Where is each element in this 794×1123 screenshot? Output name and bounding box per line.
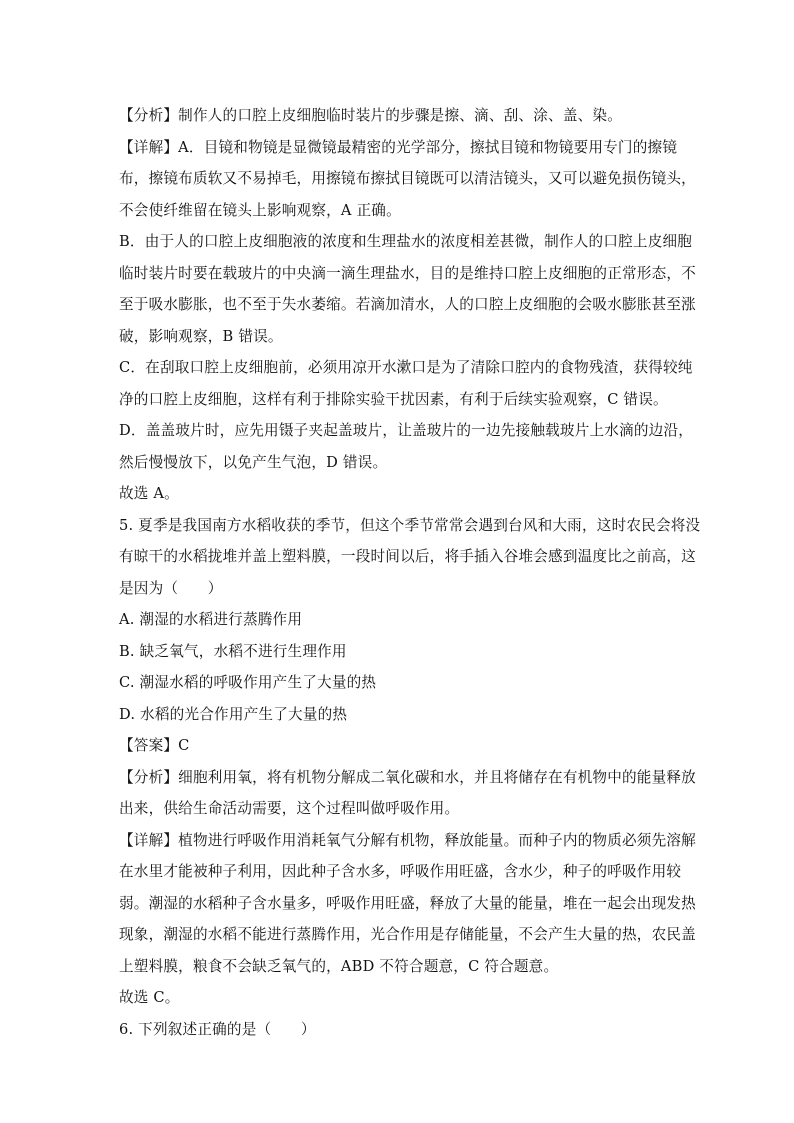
question-stem: 6. 下列叙述正确的是（ ）	[119, 1020, 316, 1038]
explanation-line: 然后慢慢放下，以免产生气泡，D 错误。	[119, 453, 388, 471]
option-b: B. 缺乏氧气，水稻不进行生理作用	[119, 642, 347, 660]
explanation-line: B．由于人的口腔上皮细胞液的浓度和生理盐水的浓度相差甚微，制作人的口腔上皮细胞	[119, 233, 693, 250]
option-d: D. 水稻的光合作用产生了大量的热	[119, 705, 348, 723]
analysis-line: 出来，供给生命活动需要，这个过程叫做呼吸作用。	[119, 800, 460, 817]
explanation-line: 【详解】A．目镜和物镜是显微镜最精密的光学部分，擦拭目镜和物镜要用专门的擦镜	[119, 138, 678, 156]
answer-line: 【答案】C	[119, 737, 190, 754]
answer-choice-line: 故选 C。	[119, 989, 180, 1006]
explanation-line: 净的口腔上皮细胞，这样有利于排除实验干扰因素，有利于后续实验观察，C 错误。	[119, 390, 668, 408]
explanation-line: 现象，潮湿的水稻不能进行蒸腾作用，光合作用是存储能量，不会产生大量的热，农民盖	[119, 926, 696, 943]
explanation-line: 临时装片时要在载玻片的中央滴一滴生理盐水，目的是维持口腔上皮细胞的正常形态，不	[119, 264, 696, 282]
option-c: C. 潮湿水稻的呼吸作用产生了大量的热	[119, 674, 377, 691]
question-stem: 5. 夏季是我国南方水稻收获的季节，但这个季节常常会遇到台风和大雨，这时农民会将没	[119, 516, 701, 534]
explanation-line: 上塑料膜，粮食不会缺乏氧气的，ABD 不符合题意，C 符合题意。	[119, 957, 559, 975]
answer-choice-line: 故选 A。	[119, 485, 179, 502]
analysis-line: 【分析】细胞利用氧，将有机物分解成二氧化碳和水，并且将储存在有机物中的能量释放	[119, 768, 696, 786]
question-stem: 是因为（ ）	[119, 579, 223, 597]
explanation-line: 【详解】植物进行呼吸作用消耗氧气分解有机物，释放能量。而种子内的物质必须先溶解	[119, 831, 696, 849]
explanation-line: 至于吸水膨胀，也不至于失水萎缩。若滴加清水，人的口腔上皮细胞的会吸水膨胀甚至涨	[119, 296, 696, 313]
explanation-line: D．盖盖玻片时，应先用镊子夹起盖玻片，让盖玻片的一边先接触载玻片上水滴的边沿，	[119, 422, 694, 439]
explanation-line: 弱。潮湿的水稻种子含水量多，呼吸作用旺盛，释放了大量的能量，堆在一起会出现发热	[119, 894, 696, 912]
question-stem: 有晾干的水稻拢堆并盖上塑料膜，一段时间以后，将手插入谷堆会感到温度比之前高，这	[119, 548, 696, 565]
explanation-line: 在水里才能被种子利用，因此种子含水多，呼吸作用旺盛，含水少，种子的呼吸作用较	[119, 863, 682, 880]
option-a: A. 潮湿的水稻进行蒸腾作用	[119, 611, 303, 628]
explanation-line: 布，擦镜布质软又不易掉毛，用擦镜布擦拭目镜既可以清洁镜头，又可以避免损伤镜头，	[119, 170, 696, 187]
explanation-line: 破，影响观察，B 错误。	[119, 327, 283, 345]
explanation-line: 不会使纤维留在镜头上影响观察，A 正确。	[119, 201, 401, 219]
explanation-line: C．在刮取口腔上皮细胞前，必须用凉开水漱口是为了清除口腔内的食物残渣，获得较纯	[119, 359, 693, 376]
document-body	[119, 100, 701, 1045]
analysis-line: 【分析】制作人的口腔上皮细胞临时装片的步骤是擦、滴、刮、涂、盖、染。	[119, 107, 622, 124]
